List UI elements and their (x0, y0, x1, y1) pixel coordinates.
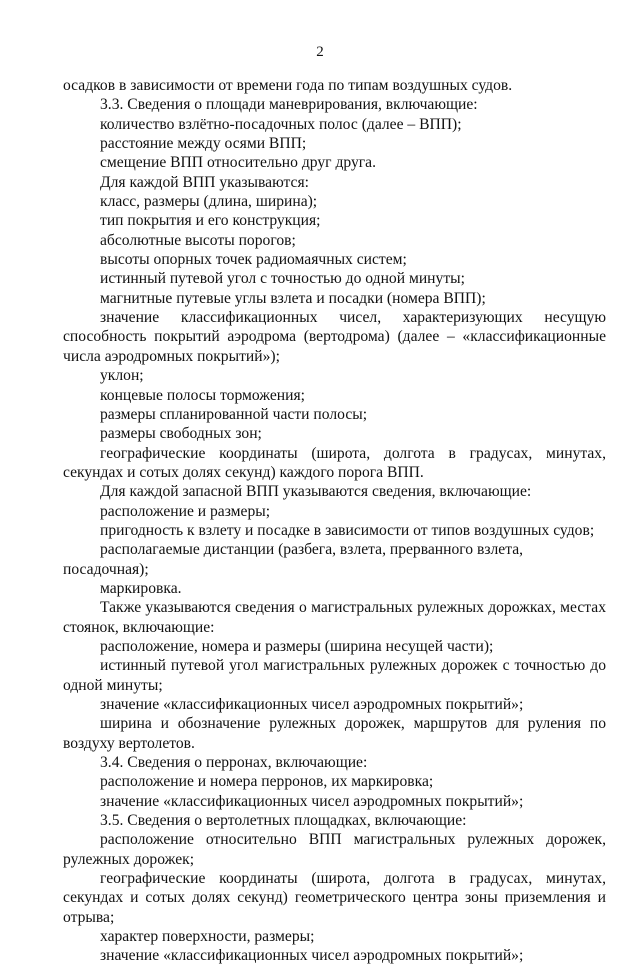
list-item: располагаемые дистанции (разбега, взлета, прерванного взлета, посадочная); (63, 541, 524, 578)
list-item: значение «классификационных чисел аэродромных покрытий»; (100, 792, 524, 810)
list-item: смещение ВПП относительно друг друга. (100, 154, 376, 172)
list-item: абсолютные высоты порогов; (100, 231, 296, 249)
list-item: высоты опорных точек радиомаячных систем; (100, 251, 407, 269)
document-body (63, 76, 606, 966)
list-item: размеры спланированной части полосы; (100, 405, 368, 423)
paragraph: осадков в зависимости от времени года по типам воздушных судов. (63, 77, 513, 94)
list-item: расположение относительно ВПП магистральных рулежных дорожек, рулежных дорожек; (63, 831, 606, 868)
paragraph: Для каждой запасной ВПП указываются сведения, включающие: (100, 483, 532, 501)
list-item: размеры свободных зон; (100, 425, 262, 443)
paragraph: Для каждой ВПП указываются: (100, 173, 309, 191)
list-item: расположение и размеры; (100, 502, 271, 520)
list-item: расположение, номера и размеры (ширина несущей части); (100, 637, 494, 655)
list-item: истинный путевой угол с точностью до одной минуты; (100, 270, 465, 288)
list-item: концевые полосы торможения; (100, 386, 305, 404)
list-item: пригодность к взлету и посадке в зависимости от типов воздушных судов; (100, 521, 595, 539)
list-item: магнитные путевые углы взлета и посадки (номера ВПП); (100, 289, 486, 307)
page-number: 2 (316, 44, 324, 60)
list-item: истинный путевой угол магистральных рулежных дорожек с точностью до одной минуты; (63, 657, 606, 694)
list-item: расположение и номера перронов, их маркировка; (100, 773, 434, 791)
section-heading-3-5: 3.5. Сведения о вертолетных площадках, включающие: (100, 812, 467, 830)
list-item: расстояние между осями ВПП; (100, 135, 307, 153)
list-item: ширина и обозначение рулежных дорожек, маршрутов для руления по воздуху вертолетов. (63, 715, 606, 752)
list-item: значение классификационных чисел, характеризующих несущую способность покрытий аэродрома (вертодрома) (далее – «классификационные числа аэродромных покрытий»); (63, 309, 606, 365)
section-heading-3-4: 3.4. Сведения о перронах, включающие: (100, 754, 368, 772)
list-item: значение «классификационных чисел аэродромных покрытий»; (100, 947, 524, 965)
list-item: характер поверхности, размеры; (100, 928, 315, 946)
list-item: географические координаты (широта, долгота в градусах, минутах, секундах и сотых долях секунд) каждого порога ВПП. (63, 444, 606, 481)
list-item: уклон; (100, 367, 144, 385)
paragraph: Также указываются сведения о магистральных рулежных дорожках, местах стоянок, включающие: (63, 599, 606, 636)
section-heading-3-3: 3.3. Сведения о площади маневрирования, включающие: (100, 96, 478, 114)
list-item: тип покрытия и его конструкция; (100, 212, 321, 230)
list-item: класс, размеры (длина, ширина); (100, 193, 318, 211)
list-item: географические координаты (широта, долгота в градусах, минутах, секундах и сотых долях секунд) геометрического центра зоны приземления и отрыва; (63, 870, 606, 926)
list-item: маркировка. (100, 579, 182, 597)
list-item: количество взлётно-посадочных полос (далее – ВПП); (100, 115, 462, 133)
list-item: значение «классификационных чисел аэродромных покрытий»; (100, 696, 524, 713)
